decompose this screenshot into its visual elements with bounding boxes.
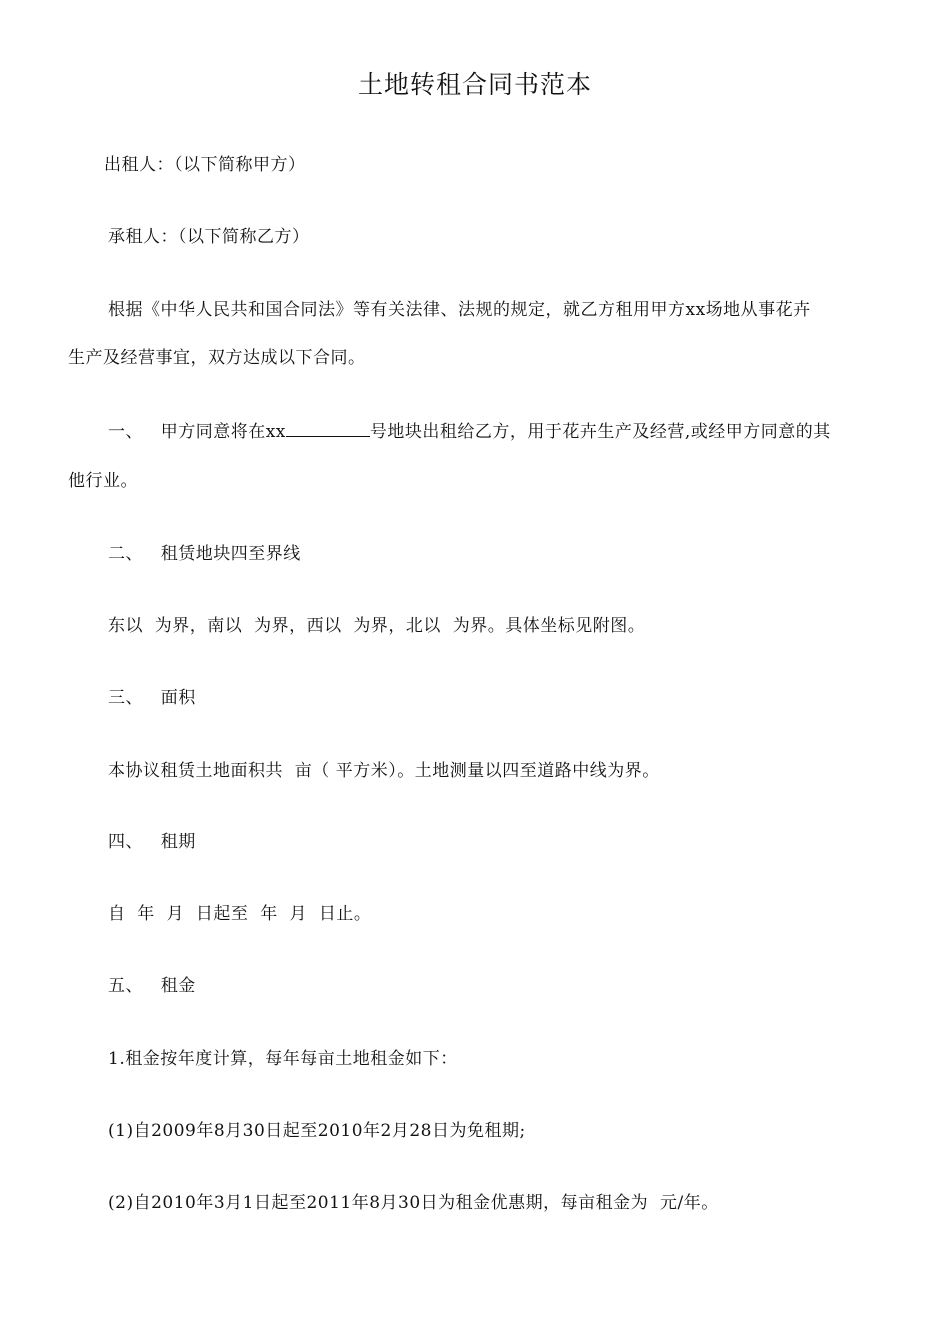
clause-3-number: 三、 xyxy=(108,688,143,708)
clause-5-heading-line xyxy=(108,974,196,998)
clause-1-number: 一、 xyxy=(108,422,143,442)
clause-1-text-before-blank: 甲方同意将在xx xyxy=(160,422,286,442)
clause-3-heading-line xyxy=(108,686,196,710)
clause-1-text-after-blank: 号地块出租给乙方，用于花卉生产及经营,或经甲方同意的其 xyxy=(369,422,831,442)
clause-1-line-1 xyxy=(108,420,831,444)
clause-2-number: 二、 xyxy=(108,544,143,564)
clause-5-sub-1: (1)自2009年8月30日起至2010年2月28日为免租期; xyxy=(108,1121,526,1141)
clause-5-number: 五、 xyxy=(108,976,143,996)
document-title: 土地转租合同书范本 xyxy=(357,70,592,99)
clause-1-line-2: 他行业。 xyxy=(68,471,138,491)
clause-4-body: 自 年 月 日起至 年 月 日止。 xyxy=(108,904,372,924)
clause-4-heading: 租期 xyxy=(160,832,196,852)
clause-5-sub-2: (2)自2010年3月1日起至2011年8月30日为租金优惠期，每亩租金为 元/年。 xyxy=(108,1193,719,1213)
clause-4-heading-line xyxy=(108,830,196,854)
clause-4-number: 四、 xyxy=(108,832,143,852)
clause-5-heading: 租金 xyxy=(160,976,196,996)
clause-3-body: 本协议租赁土地面积共 亩（ 平方米）。土地测量以四至道路中线为界。 xyxy=(108,761,660,781)
fill-in-blank xyxy=(286,420,370,437)
preamble-line-2: 生产及经营事宜，双方达成以下合同。 xyxy=(68,348,366,368)
clause-2-heading-line xyxy=(108,542,301,566)
preamble-line-1: 根据《中华人民共和国合同法》等有关法律、法规的规定，就乙方租用甲方xx场地从事花卉 xyxy=(108,300,811,320)
clause-3-heading: 面积 xyxy=(160,688,196,708)
clause-2-heading: 租赁地块四至界线 xyxy=(160,544,301,564)
lessor-line: 出租人：（以下简称甲方） xyxy=(104,155,306,175)
clause-2-body: 东以 为界，南以 为界，西以 为界，北以 为界。具体坐标见附图。 xyxy=(108,616,646,636)
lessee-line: 承租人：（以下简称乙方） xyxy=(108,227,310,247)
clause-5-item-1: 1.租金按年度计算，每年每亩土地租金如下： xyxy=(108,1049,458,1069)
